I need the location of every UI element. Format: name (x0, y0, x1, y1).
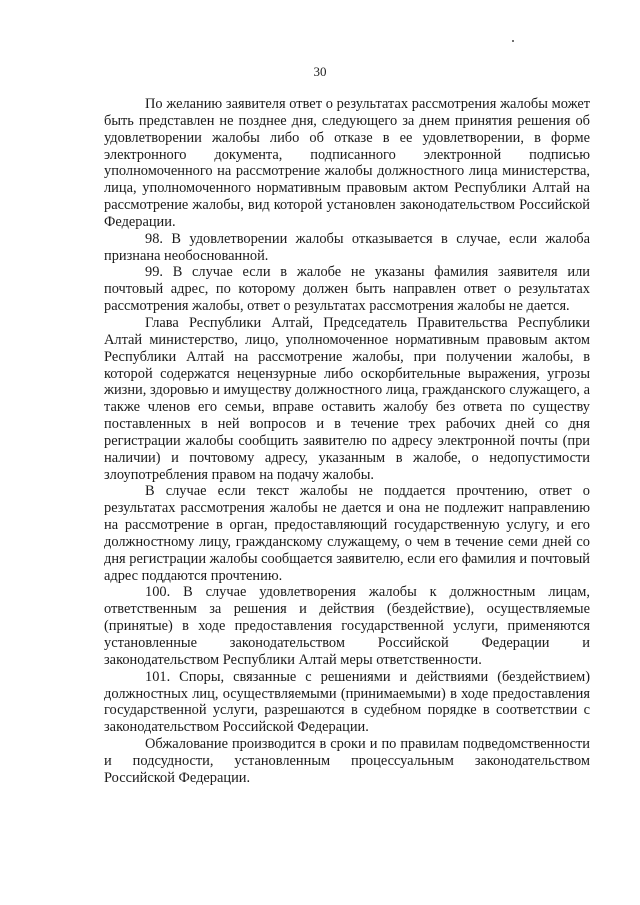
scan-speck (512, 40, 514, 42)
paragraph-98: 98. В удовлетворении жалобы отказывается в случае, если жалоба признана необоснованной. (104, 230, 590, 264)
paragraph-100: 100. В случае удовлетворения жалобы к должностным лицам, ответственным за решения и действия (бездействие), осуществляемые (принятые) в ходе предоставления государственной услуги, применяются установленные законодательством Российской Федерации и законодательством Республики Алтай меры ответственности. (104, 584, 590, 668)
paragraph-offensive-complaint: Глава Республики Алтай, Председатель Правительства Республики Алтай министерство, лицо, уполномоченное нормативным правовым актом Республики Алтай на рассмотрение жалобы, при получении жалобы, в которой содержатся нецензурные либо оскорбительные выражения, угрозы жизни, здоровью и имуществу должностного лица, гражданского служащего, а также членов его семьи, вправе оставить жалобу без ответа по существу поставленных в ней вопросов и в течение трех рабочих дней со дня регистрации жалобы сообщить заявителю по адресу электронной почты (при наличии) и почтовому адресу, указанным в жалобе, о недопустимости злоупотребления правом на подачу жалобы. (104, 314, 590, 483)
paragraph-appeal: Обжалование производится в сроки и по правилам подведомственности и подсудности, установленным процессуальным законодательством Российской Федерации. (104, 736, 590, 786)
paragraph-list (104, 96, 590, 787)
paragraph-unreadable-complaint: В случае если текст жалобы не поддается прочтению, ответ о результатах рассмотрения жалобы не дается и она не подлежит направлению на рассмотрение в орган, предоставляющий государственную услугу, и его должностному лицу, гражданскому служащему, о чем в течение семи дней со дня регистрации жалобы сообщается заявителю, если его фамилия и почтовый адрес поддаются прочтению. (104, 483, 590, 584)
paragraph-101: 101. Споры, связанные с решениями и действиями (бездействием) должностных лиц, осуществляемыми (принимаемыми) в ходе предоставления государственной услуги, разрешаются в судебном порядке в соответствии с законодательством Российской Федерации. (104, 668, 590, 736)
paragraph-99: 99. В случае если в жалобе не указаны фамилия заявителя или почтовый адрес, по которому должен быть направлен ответ о результатах рассмотрения жалобы, ответ о результатах рассмотрения жалобы не дается. (104, 264, 590, 315)
page-number: 30 (313, 64, 327, 79)
paragraph-response-form: По желанию заявителя ответ о результатах рассмотрения жалобы может быть представлен не позднее дня, следующего за днем принятия решения об удовлетворении жалобы либо об отказе в ее удовлетворении, в форме электронного документа, подписанного электронной подписью уполномоченного на рассмотрение жалобы должностного лица министерства, лица, уполномоченного нормативным правовым актом Республики Алтай на рассмотрение жалобы, вид которой установлен законодательством Российской Федерации. (104, 96, 590, 230)
